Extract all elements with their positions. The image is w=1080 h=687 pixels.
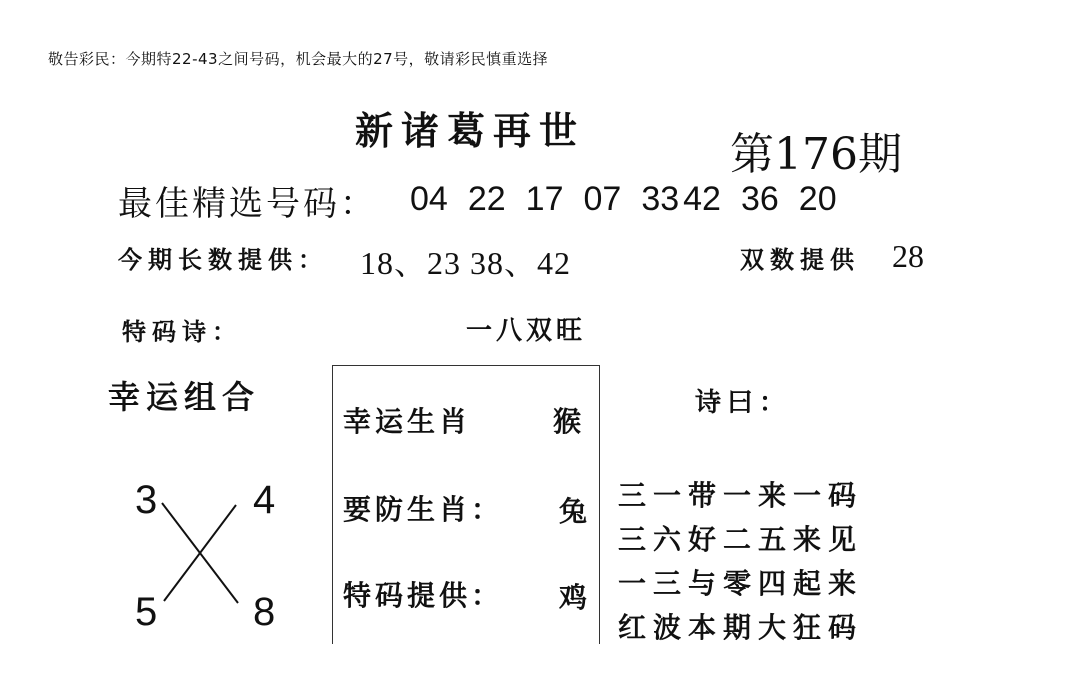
lucky-number: 5 bbox=[135, 590, 158, 634]
lucky-combo-title: 幸运组合 bbox=[108, 378, 261, 416]
double-numbers-value: 28 bbox=[892, 238, 924, 274]
zodiac-box bbox=[332, 365, 600, 644]
long-numbers-value: 18、23 38、42 bbox=[360, 245, 572, 281]
poem-line: 一三与零四起来 bbox=[618, 567, 864, 600]
best-number: 07 bbox=[583, 180, 622, 218]
best-number: 42 bbox=[683, 180, 721, 218]
cross-lines-icon bbox=[150, 495, 250, 610]
special-provide-value: 鸡 bbox=[559, 581, 588, 614]
lucky-zodiac-label: 幸运生肖 bbox=[343, 405, 472, 438]
poem-line: 三一带一来一码 bbox=[618, 479, 864, 512]
best-numbers-list bbox=[410, 180, 857, 219]
notice-text: 敬告彩民：今期特22-43之间号码，机会最大的27号，敬请彩民慎重选择 bbox=[48, 50, 549, 68]
issue-number: 第176期 bbox=[730, 129, 902, 180]
special-provide-label: 特码提供： bbox=[343, 579, 504, 612]
best-number: 04 bbox=[410, 180, 448, 218]
best-number: 20 bbox=[798, 180, 837, 218]
guard-zodiac-value: 兔 bbox=[559, 495, 588, 528]
best-number: 17 bbox=[525, 180, 564, 218]
lucky-zodiac-value: 猴 bbox=[553, 405, 582, 438]
best-number: 33 bbox=[641, 180, 680, 218]
best-number: 36 bbox=[740, 180, 779, 218]
lucky-number: 4 bbox=[253, 478, 276, 522]
best-number: 22 bbox=[467, 180, 506, 218]
lucky-number: 3 bbox=[135, 478, 158, 522]
poem-line: 三六好二五来见 bbox=[618, 523, 864, 556]
poem-line: 红波本期大狂码 bbox=[618, 611, 864, 644]
lucky-number: 8 bbox=[253, 590, 276, 634]
long-numbers-label: 今期长数提供： bbox=[118, 246, 328, 274]
page-title: 新诸葛再世 bbox=[355, 109, 586, 153]
double-numbers-label: 双数提供 bbox=[740, 246, 860, 274]
best-numbers-label: 最佳精选号码： bbox=[118, 184, 377, 224]
poem-title: 诗曰： bbox=[695, 388, 792, 418]
guard-zodiac-label: 要防生肖： bbox=[343, 493, 504, 526]
special-poem-label: 特码诗： bbox=[122, 318, 242, 346]
special-poem-value: 一八双旺 bbox=[466, 316, 587, 346]
